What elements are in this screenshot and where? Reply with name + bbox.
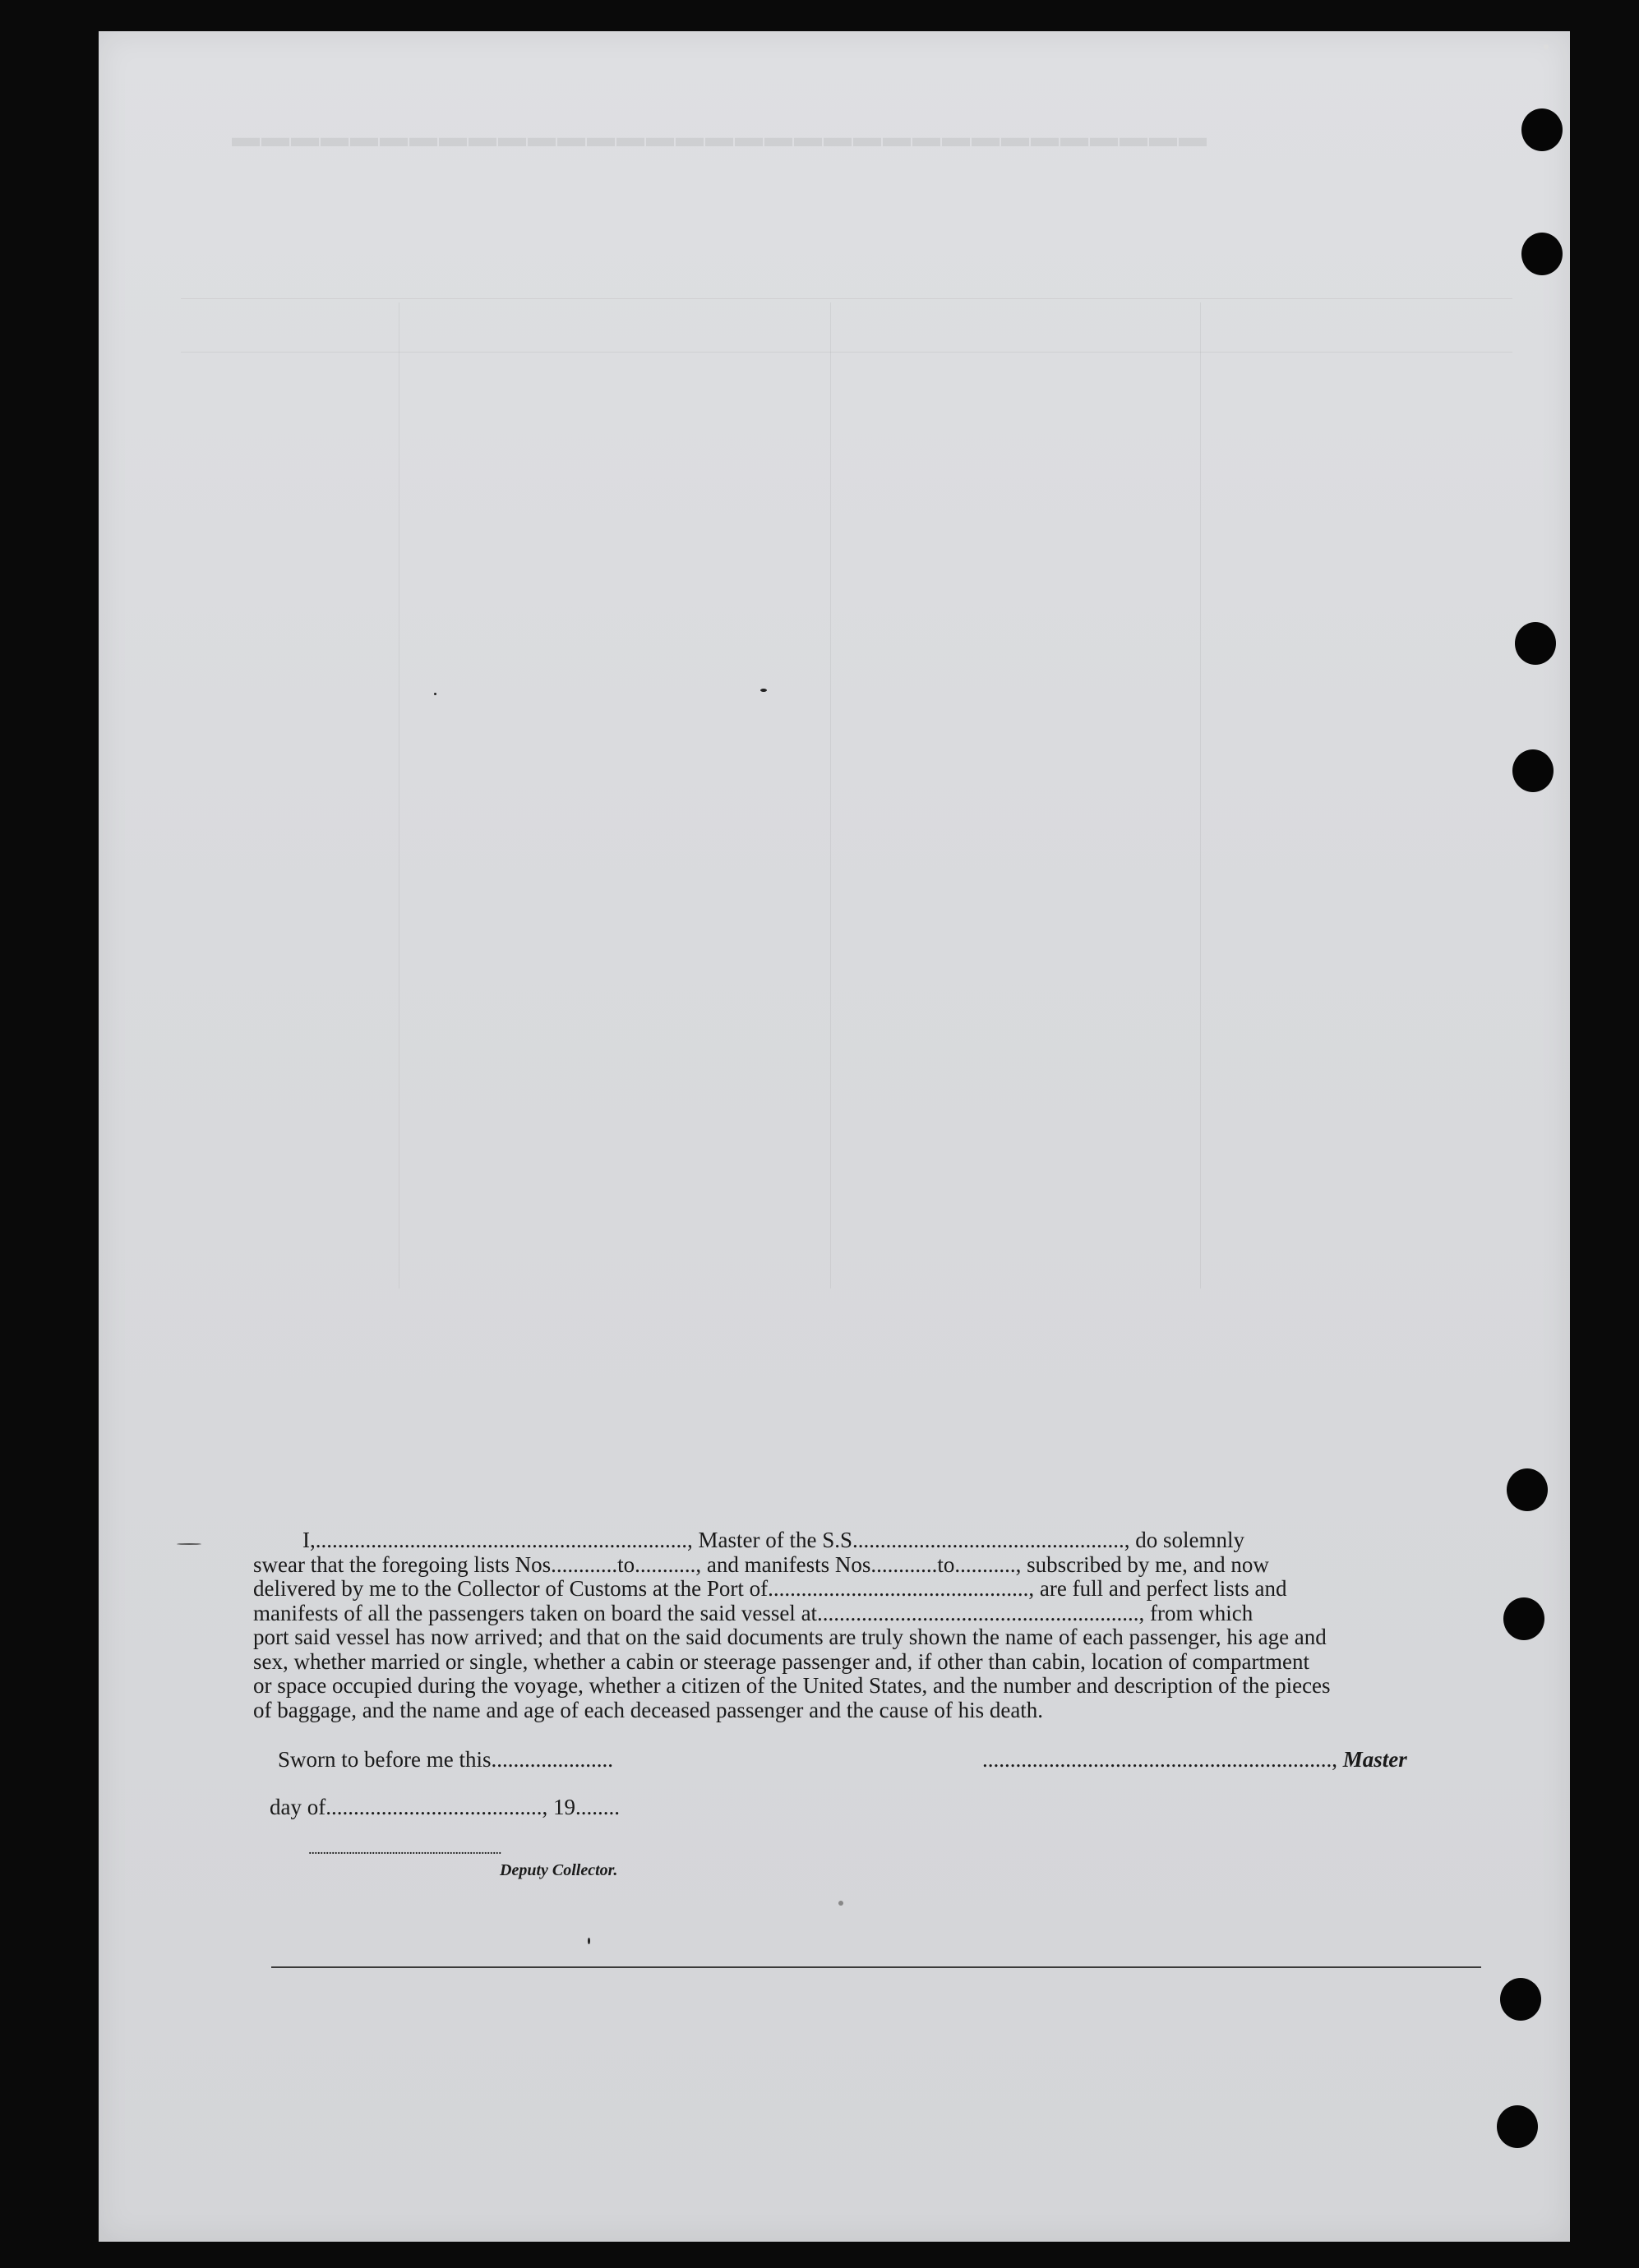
deputy-collector-label: Deputy Collector. bbox=[500, 1861, 618, 1879]
oath-line: delivered by me to the Collector of Customs at the Port of..............................................., are full and perfect lists and bbox=[253, 1576, 1287, 1601]
punch-hole bbox=[1500, 1978, 1541, 2021]
master-oath-text bbox=[253, 1528, 1480, 1722]
bleed-through-column bbox=[1200, 302, 1201, 1288]
master-label: Master bbox=[1342, 1747, 1407, 1772]
oath-line: sex, whether married or single, whether a cabin or steerage passenger and, if other than cabin, location of compartment bbox=[253, 1648, 1310, 1674]
scan-speck bbox=[588, 1938, 590, 1944]
scan-speck bbox=[1544, 44, 1549, 49]
punch-hole bbox=[1515, 622, 1556, 665]
punch-hole bbox=[1497, 2105, 1538, 2148]
day-text: day of......................................., 19........ bbox=[270, 1795, 620, 1819]
punch-hole bbox=[1503, 1597, 1544, 1640]
oath-line: or space occupied during the voyage, whether a citizen of the United States, and the number and description of the pieces bbox=[253, 1673, 1331, 1698]
scan-speck bbox=[177, 1543, 201, 1545]
punch-hole bbox=[1521, 108, 1563, 151]
oath-line: swear that the foregoing lists Nos............to..........., and manifests Nos............to..........., subscribed by me, and now bbox=[253, 1551, 1269, 1577]
deputy-signature-line bbox=[308, 1841, 501, 1858]
sworn-text: Sworn to before me this...................... bbox=[278, 1747, 613, 1772]
oath-line: I,..................................................................., Master of the S.S................................................., do solemnly bbox=[302, 1528, 1244, 1552]
document-page bbox=[99, 31, 1570, 2242]
bottom-divider bbox=[271, 1966, 1481, 1968]
master-signature-line bbox=[982, 1747, 1407, 1772]
bleed-through-column bbox=[830, 302, 831, 1288]
scan-speck bbox=[838, 1901, 843, 1906]
bleed-through-rule bbox=[181, 352, 1512, 353]
day-line bbox=[270, 1795, 620, 1820]
scan-speck bbox=[760, 689, 767, 692]
punch-hole bbox=[1512, 749, 1554, 792]
oath-line: of baggage, and the name and age of each deceased passenger and the cause of his death. bbox=[253, 1697, 1044, 1722]
master-dots: ..............................................................., bbox=[982, 1747, 1343, 1772]
punch-hole bbox=[1521, 233, 1563, 275]
deputy-dots: ................................................................... bbox=[308, 1841, 501, 1857]
bleed-through-header: ▬▬▬▬▬▬▬▬▬▬▬▬▬▬▬▬▬▬▬▬▬▬▬▬▬▬▬▬▬▬▬▬▬ bbox=[230, 122, 1207, 153]
punch-hole bbox=[1507, 1468, 1548, 1511]
sworn-line bbox=[278, 1747, 613, 1772]
oath-line: port said vessel has now arrived; and that on the said documents are truly shown the name of each passenger, his age and bbox=[253, 1625, 1327, 1649]
oath-line: manifests of all the passengers taken on board the said vessel at.........................................................., from which bbox=[253, 1600, 1253, 1625]
bleed-through-rule bbox=[181, 298, 1512, 299]
scan-speck bbox=[434, 693, 436, 695]
